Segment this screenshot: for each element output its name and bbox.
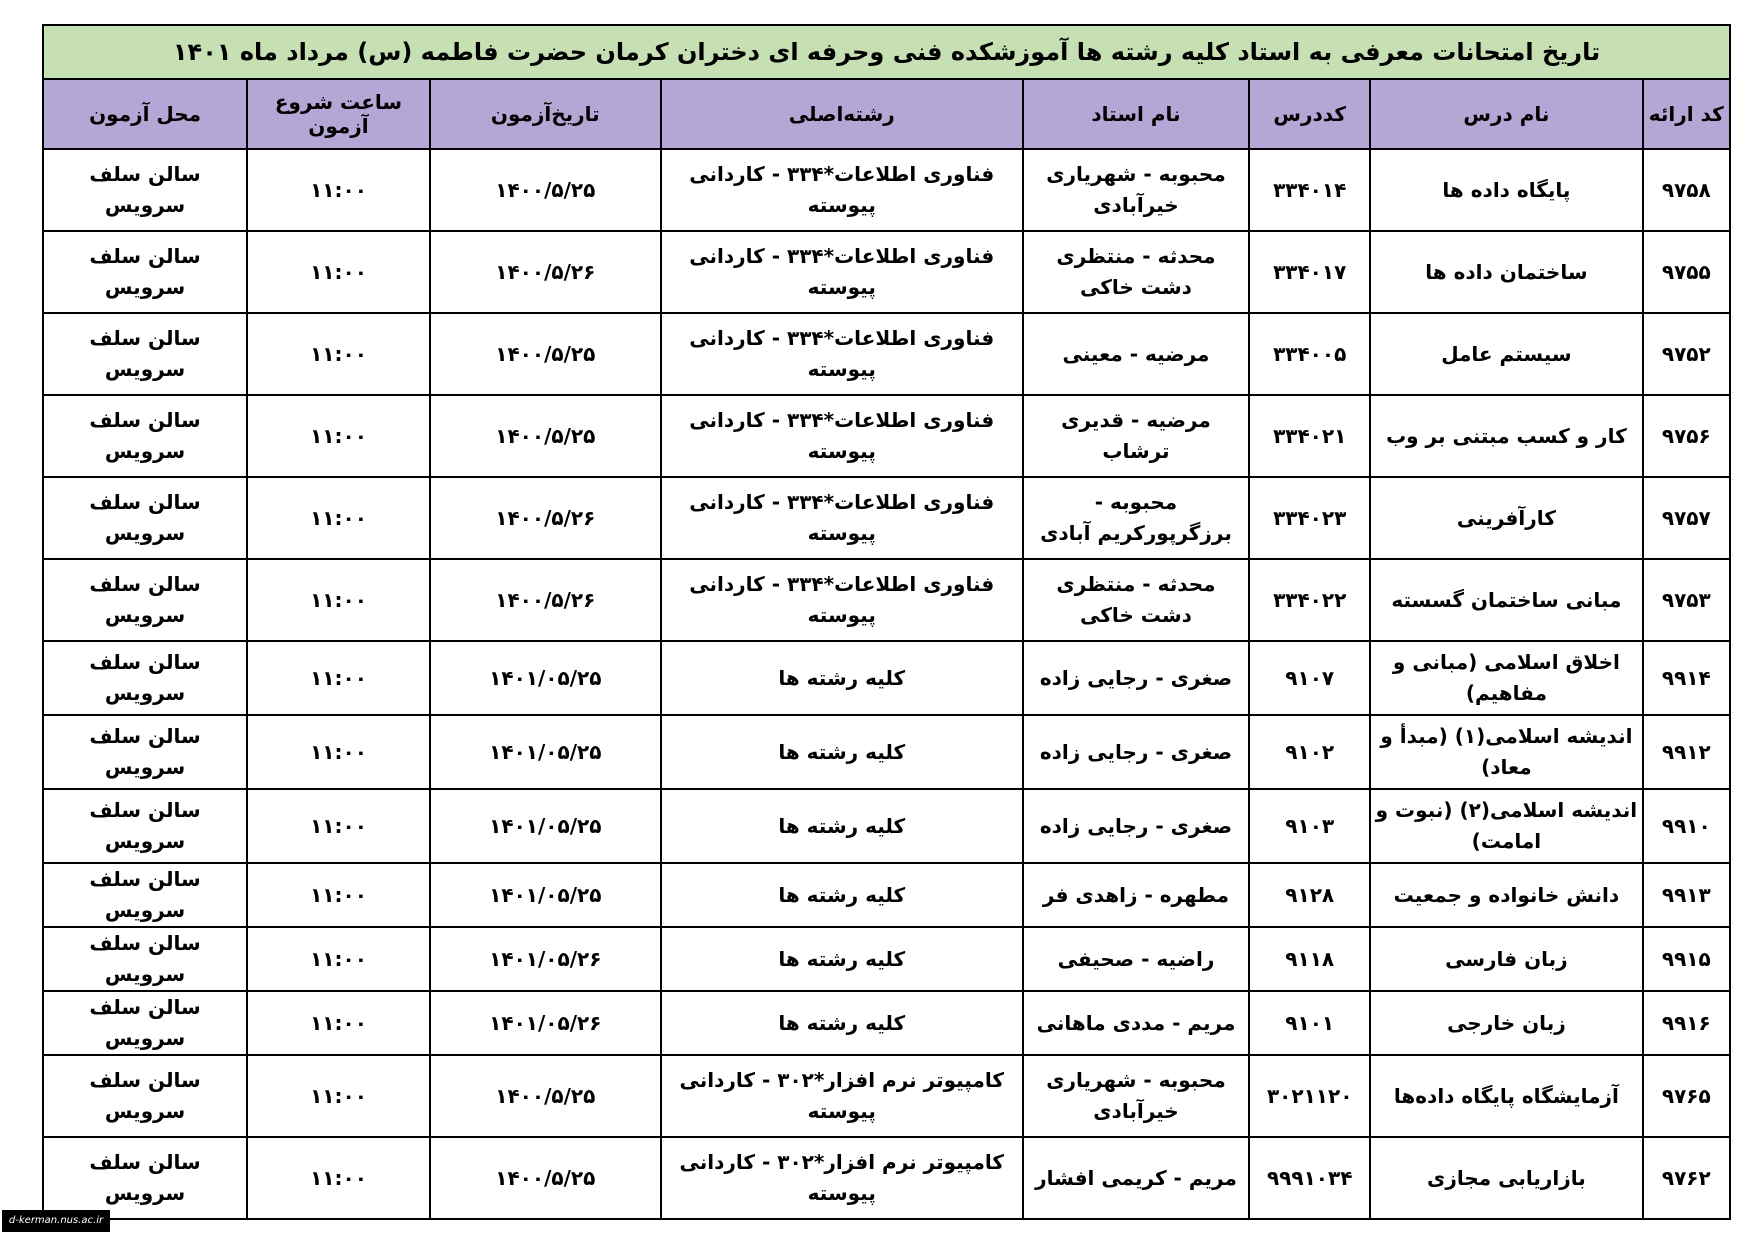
cell-time: ۱۱:۰۰	[247, 863, 430, 927]
cell-major: کلیه رشته ها	[661, 927, 1023, 991]
cell-code: ۹۹۱۵	[1643, 927, 1730, 991]
cell-course-code: ۹۱۰۳	[1249, 789, 1370, 863]
cell-code: ۹۷۵۷	[1643, 477, 1730, 559]
cell-date: ۱۴۰۱/۰۵/۲۵	[430, 715, 661, 789]
site-watermark: d-kerman.nus.ac.ir	[2, 1210, 110, 1232]
cell-course: سیستم عامل	[1370, 313, 1642, 395]
cell-date: ۱۴۰۰/۵/۲۵	[430, 149, 661, 231]
cell-major: کامپیوتر نرم افزار*۳۰۲ - کاردانی پیوسته	[661, 1137, 1023, 1219]
cell-teacher: مریم - کریمی افشار	[1023, 1137, 1249, 1219]
cell-date: ۱۴۰۰/۵/۲۵	[430, 313, 661, 395]
cell-location: سالن سلف سرویس	[43, 477, 247, 559]
table-row	[43, 641, 1730, 715]
cell-teacher: محبوبه - شهریاری خیرآبادی	[1023, 149, 1249, 231]
cell-code: ۹۹۱۴	[1643, 641, 1730, 715]
cell-location: سالن سلف سرویس	[43, 927, 247, 991]
cell-date: ۱۴۰۱/۰۵/۲۶	[430, 991, 661, 1055]
header-course-code: کددرس	[1249, 79, 1370, 149]
cell-course: کارآفرینی	[1370, 477, 1642, 559]
cell-time: ۱۱:۰۰	[247, 789, 430, 863]
table-row	[43, 991, 1730, 1055]
table-row	[43, 927, 1730, 991]
cell-course-code: ۳۳۴۰۲۳	[1249, 477, 1370, 559]
cell-location: سالن سلف سرویس	[43, 1055, 247, 1137]
cell-time: ۱۱:۰۰	[247, 1055, 430, 1137]
cell-teacher: صغری - رجایی زاده	[1023, 715, 1249, 789]
cell-location: سالن سلف سرویس	[43, 991, 247, 1055]
cell-time: ۱۱:۰۰	[247, 927, 430, 991]
exam-schedule-table	[42, 24, 1731, 1220]
cell-time: ۱۱:۰۰	[247, 477, 430, 559]
cell-course-code: ۹۱۱۸	[1249, 927, 1370, 991]
table-row	[43, 149, 1730, 231]
cell-major: فناوری اطلاعات*۳۳۴ - کاردانی پیوسته	[661, 559, 1023, 641]
cell-course: مبانی ساختمان گسسته	[1370, 559, 1642, 641]
table-row	[43, 789, 1730, 863]
cell-course: اندیشه اسلامی(۲) (نبوت و امامت)	[1370, 789, 1642, 863]
cell-major: فناوری اطلاعات*۳۳۴ - کاردانی پیوسته	[661, 149, 1023, 231]
cell-code: ۹۷۵۶	[1643, 395, 1730, 477]
cell-course-code: ۳۳۴۰۱۷	[1249, 231, 1370, 313]
cell-location: سالن سلف سرویس	[43, 789, 247, 863]
cell-major: کلیه رشته ها	[661, 991, 1023, 1055]
header-major: رشته‌اصلی	[661, 79, 1023, 149]
cell-major: فناوری اطلاعات*۳۳۴ - کاردانی پیوسته	[661, 395, 1023, 477]
cell-major: کلیه رشته ها	[661, 641, 1023, 715]
cell-course-code: ۹۱۰۷	[1249, 641, 1370, 715]
cell-teacher: صغری - رجایی زاده	[1023, 641, 1249, 715]
table-row	[43, 715, 1730, 789]
cell-teacher: راضیه - صحیفی	[1023, 927, 1249, 991]
cell-date: ۱۴۰۱/۰۵/۲۶	[430, 927, 661, 991]
cell-course-code: ۹۹۹۱۰۳۴	[1249, 1137, 1370, 1219]
cell-code: ۹۷۶۵	[1643, 1055, 1730, 1137]
cell-major: فناوری اطلاعات*۳۳۴ - کاردانی پیوسته	[661, 313, 1023, 395]
cell-time: ۱۱:۰۰	[247, 231, 430, 313]
cell-course-code: ۹۱۰۱	[1249, 991, 1370, 1055]
cell-location: سالن سلف سرویس	[43, 395, 247, 477]
cell-date: ۱۴۰۱/۰۵/۲۵	[430, 641, 661, 715]
cell-teacher: محدثه - منتظری دشت خاکی	[1023, 559, 1249, 641]
header-course: نام درس	[1370, 79, 1642, 149]
cell-course: پایگاه داده ها	[1370, 149, 1642, 231]
table-row	[43, 477, 1730, 559]
cell-major: کلیه رشته ها	[661, 863, 1023, 927]
cell-course-code: ۳۳۴۰۲۲	[1249, 559, 1370, 641]
cell-time: ۱۱:۰۰	[247, 313, 430, 395]
cell-code: ۹۹۱۳	[1643, 863, 1730, 927]
table-row	[43, 395, 1730, 477]
cell-code: ۹۹۱۰	[1643, 789, 1730, 863]
cell-code: ۹۷۶۲	[1643, 1137, 1730, 1219]
cell-teacher: محبوبه - شهریاری خیرآبادی	[1023, 1055, 1249, 1137]
cell-date: ۱۴۰۰/۵/۲۵	[430, 395, 661, 477]
cell-major: کامپیوتر نرم افزار*۳۰۲ - کاردانی پیوسته	[661, 1055, 1023, 1137]
cell-course: کار و کسب مبتنی بر وب	[1370, 395, 1642, 477]
cell-location: سالن سلف سرویس	[43, 1137, 247, 1219]
cell-location: سالن سلف سرویس	[43, 641, 247, 715]
cell-teacher: مرضیه - قدیری ترشاب	[1023, 395, 1249, 477]
header-row	[43, 79, 1730, 149]
cell-course: زبان فارسی	[1370, 927, 1642, 991]
cell-course: اخلاق اسلامی (مبانی و مفاهیم)	[1370, 641, 1642, 715]
cell-course-code: ۳۳۴۰۱۴	[1249, 149, 1370, 231]
cell-location: سالن سلف سرویس	[43, 559, 247, 641]
cell-time: ۱۱:۰۰	[247, 395, 430, 477]
header-time: ساعت شروع آزمون	[247, 79, 430, 149]
cell-date: ۱۴۰۰/۵/۲۶	[430, 231, 661, 313]
cell-code: ۹۷۵۸	[1643, 149, 1730, 231]
cell-code: ۹۷۵۵	[1643, 231, 1730, 313]
cell-teacher: مطهره - زاهدی فر	[1023, 863, 1249, 927]
cell-major: کلیه رشته ها	[661, 715, 1023, 789]
cell-time: ۱۱:۰۰	[247, 559, 430, 641]
cell-code: ۹۹۱۲	[1643, 715, 1730, 789]
table-row	[43, 231, 1730, 313]
cell-teacher: صغری - رجایی زاده	[1023, 789, 1249, 863]
cell-course: بازاریابی مجازی	[1370, 1137, 1642, 1219]
cell-course-code: ۳۰۲۱۱۲۰	[1249, 1055, 1370, 1137]
cell-date: ۱۴۰۱/۰۵/۲۵	[430, 789, 661, 863]
cell-teacher: محبوبه - برزگرپورکریم آبادی	[1023, 477, 1249, 559]
cell-time: ۱۱:۰۰	[247, 1137, 430, 1219]
cell-date: ۱۴۰۰/۵/۲۶	[430, 559, 661, 641]
header-location: محل آزمون	[43, 79, 247, 149]
table-row	[43, 863, 1730, 927]
table-row	[43, 313, 1730, 395]
cell-course: اندیشه اسلامی(۱) (مبدأ و معاد)	[1370, 715, 1642, 789]
cell-course-code: ۳۳۴۰۰۵	[1249, 313, 1370, 395]
table-row	[43, 559, 1730, 641]
cell-course-code: ۹۱۰۲	[1249, 715, 1370, 789]
cell-major: کلیه رشته ها	[661, 789, 1023, 863]
cell-location: سالن سلف سرویس	[43, 313, 247, 395]
header-code: کد ارائه	[1643, 79, 1730, 149]
cell-course-code: ۹۱۲۸	[1249, 863, 1370, 927]
cell-teacher: مریم - مددی ماهانی	[1023, 991, 1249, 1055]
cell-time: ۱۱:۰۰	[247, 715, 430, 789]
cell-course: دانش خانواده و جمعیت	[1370, 863, 1642, 927]
cell-time: ۱۱:۰۰	[247, 149, 430, 231]
cell-location: سالن سلف سرویس	[43, 863, 247, 927]
table-row	[43, 1055, 1730, 1137]
cell-major: فناوری اطلاعات*۳۳۴ - کاردانی پیوسته	[661, 231, 1023, 313]
cell-date: ۱۴۰۰/۵/۲۶	[430, 477, 661, 559]
table-row	[43, 1137, 1730, 1219]
cell-code: ۹۹۱۶	[1643, 991, 1730, 1055]
cell-date: ۱۴۰۰/۵/۲۵	[430, 1137, 661, 1219]
cell-time: ۱۱:۰۰	[247, 991, 430, 1055]
cell-code: ۹۷۵۲	[1643, 313, 1730, 395]
cell-teacher: مرضیه - معینی	[1023, 313, 1249, 395]
title-row	[43, 25, 1730, 79]
cell-location: سالن سلف سرویس	[43, 715, 247, 789]
cell-time: ۱۱:۰۰	[247, 641, 430, 715]
cell-code: ۹۷۵۳	[1643, 559, 1730, 641]
cell-location: سالن سلف سرویس	[43, 149, 247, 231]
cell-location: سالن سلف سرویس	[43, 231, 247, 313]
cell-major: فناوری اطلاعات*۳۳۴ - کاردانی پیوسته	[661, 477, 1023, 559]
page-title: تاریخ امتحانات معرفی به استاد کلیه رشته ها آموزشکده فنی وحرفه ای دختران کرمان حضرت فاطمه (س) مرداد ماه ۱۴۰۱	[43, 25, 1730, 79]
header-date: تاریخ‌آزمون	[430, 79, 661, 149]
cell-date: ۱۴۰۱/۰۵/۲۵	[430, 863, 661, 927]
cell-course: زبان خارجی	[1370, 991, 1642, 1055]
cell-course: آزمایشگاه پایگاه داده‌ها	[1370, 1055, 1642, 1137]
cell-date: ۱۴۰۰/۵/۲۵	[430, 1055, 661, 1137]
cell-course: ساختمان داده ها	[1370, 231, 1642, 313]
cell-teacher: محدثه - منتظری دشت خاکی	[1023, 231, 1249, 313]
cell-course-code: ۳۳۴۰۲۱	[1249, 395, 1370, 477]
header-teacher: نام استاد	[1023, 79, 1249, 149]
